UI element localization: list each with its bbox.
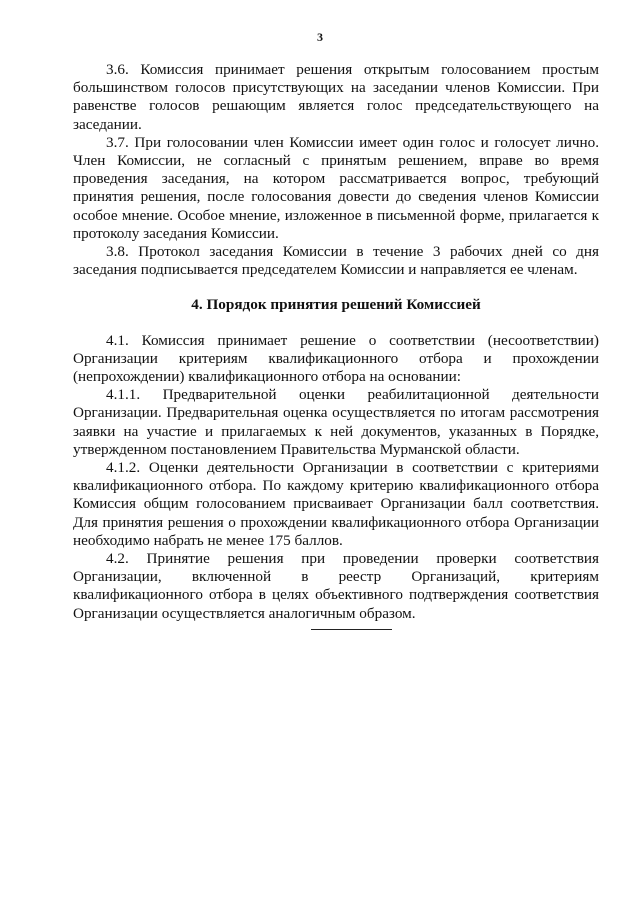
section-4-heading: 4. Порядок принятия решений Комиссией (191, 296, 481, 314)
paragraph-3-6: 3.6. Комиссия принимает решения открытым голосованием простым большинством голосов присутствующих на заседании членов Комиссии. При равенстве голосов решающим является голос председательствующего на заседании. (73, 61, 599, 133)
paragraph-3-8: 3.8. Протокол заседания Комиссии в течение 3 рабочих дней со дня заседания подписывается председателем Комиссии и направляется ее членам. (73, 243, 599, 279)
paragraph-4-2: 4.2. Принятие решения при проведении проверки соответствия Организации, включенной в реестр Организаций, критериям квалификационного отбора в целях объективного подтверждения соответствия Организации осуществляется аналогичным образом. (73, 550, 599, 622)
page-number: 3 (317, 30, 323, 44)
paragraph-4-1-1: 4.1.1. Предварительной оценки реабилитационной деятельности Организации. Предварительная оценка осуществляется по итогам рассмотрения заявки на участие и прилагаемых к ней документов, указанных в Порядке, утвержденном постановлением Правительства Мурманской области. (73, 386, 599, 458)
document-body (73, 61, 599, 623)
paragraph-4-1-2: 4.1.2. Оценки деятельности Организации в соответствии с критериями квалификационного отбора. По каждому критерию квалификационного отбора Комиссия общим голосованием присваивает Организации балл соответствия. Для принятия решения о прохождении квалификационного отбора Организации необходимо набрать не менее 175 баллов. (73, 459, 599, 549)
paragraph-3-7: 3.7. При голосовании член Комиссии имеет один голос и голосует лично. Член Комиссии, не согласный с принятым решением, вправе во время проведения заседания, на котором рассматривается вопрос, требующий принятия решения, после голосования довести до сведения членов Комиссии особое мнение. Особое мнение, изложенное в письменной форме, прилагается к протоколу заседания Комиссии. (73, 133, 599, 242)
paragraph-4-1: 4.1. Комиссия принимает решение о соответствии (несоответствии) Организации критериям квалификационного отбора и прохождении (непрохождении) квалификационного отбора на основании: (73, 331, 599, 386)
end-of-document-rule (311, 629, 392, 630)
